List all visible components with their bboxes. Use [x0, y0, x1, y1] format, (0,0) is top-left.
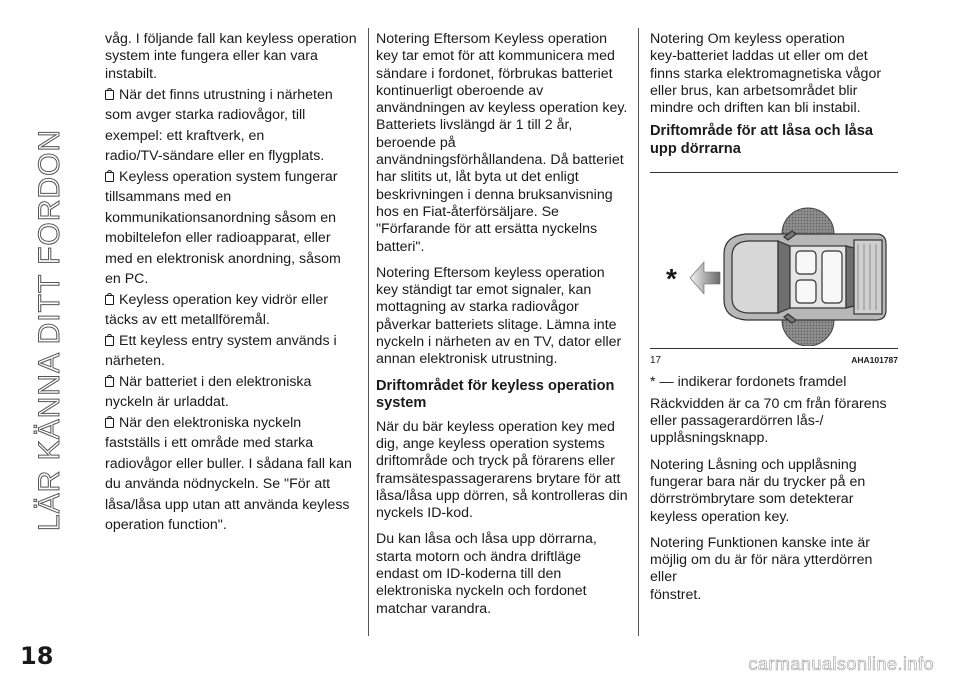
- text-line: Keyless operation key vidrör eller: [119, 291, 328, 308]
- checkbox-bullet-icon: [105, 172, 114, 182]
- column-divider: [638, 28, 639, 636]
- checkbox-bullet-icon: [105, 336, 114, 346]
- front-arrow-icon: [690, 262, 720, 294]
- text-line: fastställs i ett område med starka: [105, 435, 314, 452]
- text-line: instabilt.: [105, 65, 158, 82]
- page-number: 18: [20, 642, 54, 670]
- text-line: Keyless operation system fungerar: [119, 168, 338, 185]
- checkbox-bullet-icon: [105, 90, 114, 100]
- note-battery-life: Notering Eftersom Keyless operation key tar emot för att kommunicera med sändare i fordonet, förbrukas batteriet kontinuerligt oberoende av användningen av keyless operation key. Batteriets livslängd är 1 till 2 år, beroende på användningsförhållandena. Då batteriet har slitits ut, låt byta ut det enligt beskrivningen i denna bruksanvisning hos en Fiat-återförsäljare. Se "Förfarande för att ersätta nyckelns batteri".: [376, 31, 628, 255]
- checkbox-bullet-icon: [105, 418, 114, 428]
- watermark: carmanualsonline.info: [748, 654, 934, 674]
- text-line: låsa/låsa upp utan att använda keyless: [105, 496, 350, 513]
- text-line: täcks av ett metallföremål.: [105, 312, 270, 329]
- intro-paragraph: [105, 31, 367, 83]
- bullet-item: [105, 372, 367, 413]
- section-title: LÄR KÄNNA DITT FORDON: [33, 128, 66, 532]
- text-line: en PC.: [105, 271, 149, 288]
- column-3: [650, 31, 902, 613]
- text-line: Ett keyless entry system används i: [119, 332, 337, 349]
- text-line: exempel: ett kraftverk, en: [105, 127, 265, 144]
- truck-body: [724, 231, 886, 323]
- pickup-truck-top-view-icon: [650, 174, 898, 346]
- text-line: operation function".: [105, 517, 227, 534]
- text-line: radio/TV-sändare eller en flygplats.: [105, 148, 325, 165]
- bullet-item: [105, 413, 367, 536]
- paragraph-id-check: När du bär keyless operation key med dig, ange keyless operation systems driftområde och tryck på förarens eller framsätespassagerarens brytare för att låsa/låsa upp dörren, så kontrolleras din nyckels ID-kod.: [376, 418, 628, 522]
- bullet-item: [105, 167, 367, 290]
- text-line: mobiltelefon eller radioapparat, eller: [105, 230, 331, 247]
- figure-number: 17: [650, 355, 662, 367]
- figure-code: AHA101787: [851, 355, 898, 366]
- text-line: När den elektroniska nyckeln: [119, 414, 302, 431]
- text-line: med en elektronisk anordning, såsom: [105, 250, 341, 267]
- text-line: När det finns utrustning i närheten: [119, 86, 333, 103]
- heading-lock-range: Driftområde för att låsa och låsa upp dörrarna: [650, 123, 874, 157]
- text-line: tillsammans med en: [105, 189, 232, 206]
- checkbox-bullet-icon: [105, 295, 114, 305]
- bullet-item: [105, 290, 367, 331]
- text-line: närheten.: [105, 353, 165, 370]
- text-line: du använda nödnyckeln. Se "För att: [105, 476, 331, 493]
- note-door-switch: Notering Låsning och upplåsning fungerar bara när du trycker på en dörrströmbrytare som detekterar keyless operation key.: [650, 456, 866, 525]
- column-divider: [368, 28, 369, 636]
- figure-operating-range: [650, 172, 898, 368]
- note-battery-wear: Notering Eftersom keyless operation key ständigt tar emot signaler, kan mottagning av starka radiovågor påverkar batteriets slitage. Lämna inte nyckeln i närheten av en TV, dator eller annan elektronisk utrustning.: [376, 264, 622, 368]
- text-line: system inte fungera eller kan vara: [105, 48, 318, 65]
- column-1: [105, 31, 367, 536]
- note-range-reduction: Notering Om keyless operation key-batteriet laddas ut eller om det finns starka elektromagnetiska vågor eller brus, kan arbetsområdet blir mindre och driften kan bli instabil.: [650, 31, 882, 117]
- text-line: radiovågor eller buller. I sådana fall kan: [105, 455, 352, 472]
- note-too-close: Notering Funktionen kanske inte är möjlig om du är för nära ytterdörren eller fönstret.: [650, 534, 873, 603]
- checkbox-bullet-icon: [105, 377, 114, 387]
- paragraph-range-distance: Räckvidden är ca 70 cm från förarens eller passagerardörren lås-/ upplåsningsknapp.: [650, 395, 887, 447]
- column-2: [376, 31, 634, 627]
- paragraph-id-match: Du kan låsa och låsa upp dörrarna, starta motorn och ändra driftläge endast om ID-koderna till den elektroniska nyckeln och fordonet matchar varandra.: [376, 531, 597, 617]
- text-line: kommunikationsanordning såsom en: [105, 209, 337, 226]
- front-marker-star: *: [666, 263, 677, 295]
- text-line: som avger starka radiovågor, till: [105, 107, 306, 124]
- heading-operating-range: Driftområdet för keyless operation system: [376, 377, 615, 412]
- bullet-item: [105, 85, 367, 167]
- text-line: våg. I följande fall kan keyless operation: [105, 31, 357, 47]
- text-line: När batteriet i den elektroniska: [119, 373, 312, 390]
- figure-caption: * — indikerar fordonets framdel: [650, 374, 847, 391]
- text-line: nyckeln är urladdat.: [105, 394, 229, 411]
- bullet-item: [105, 331, 367, 372]
